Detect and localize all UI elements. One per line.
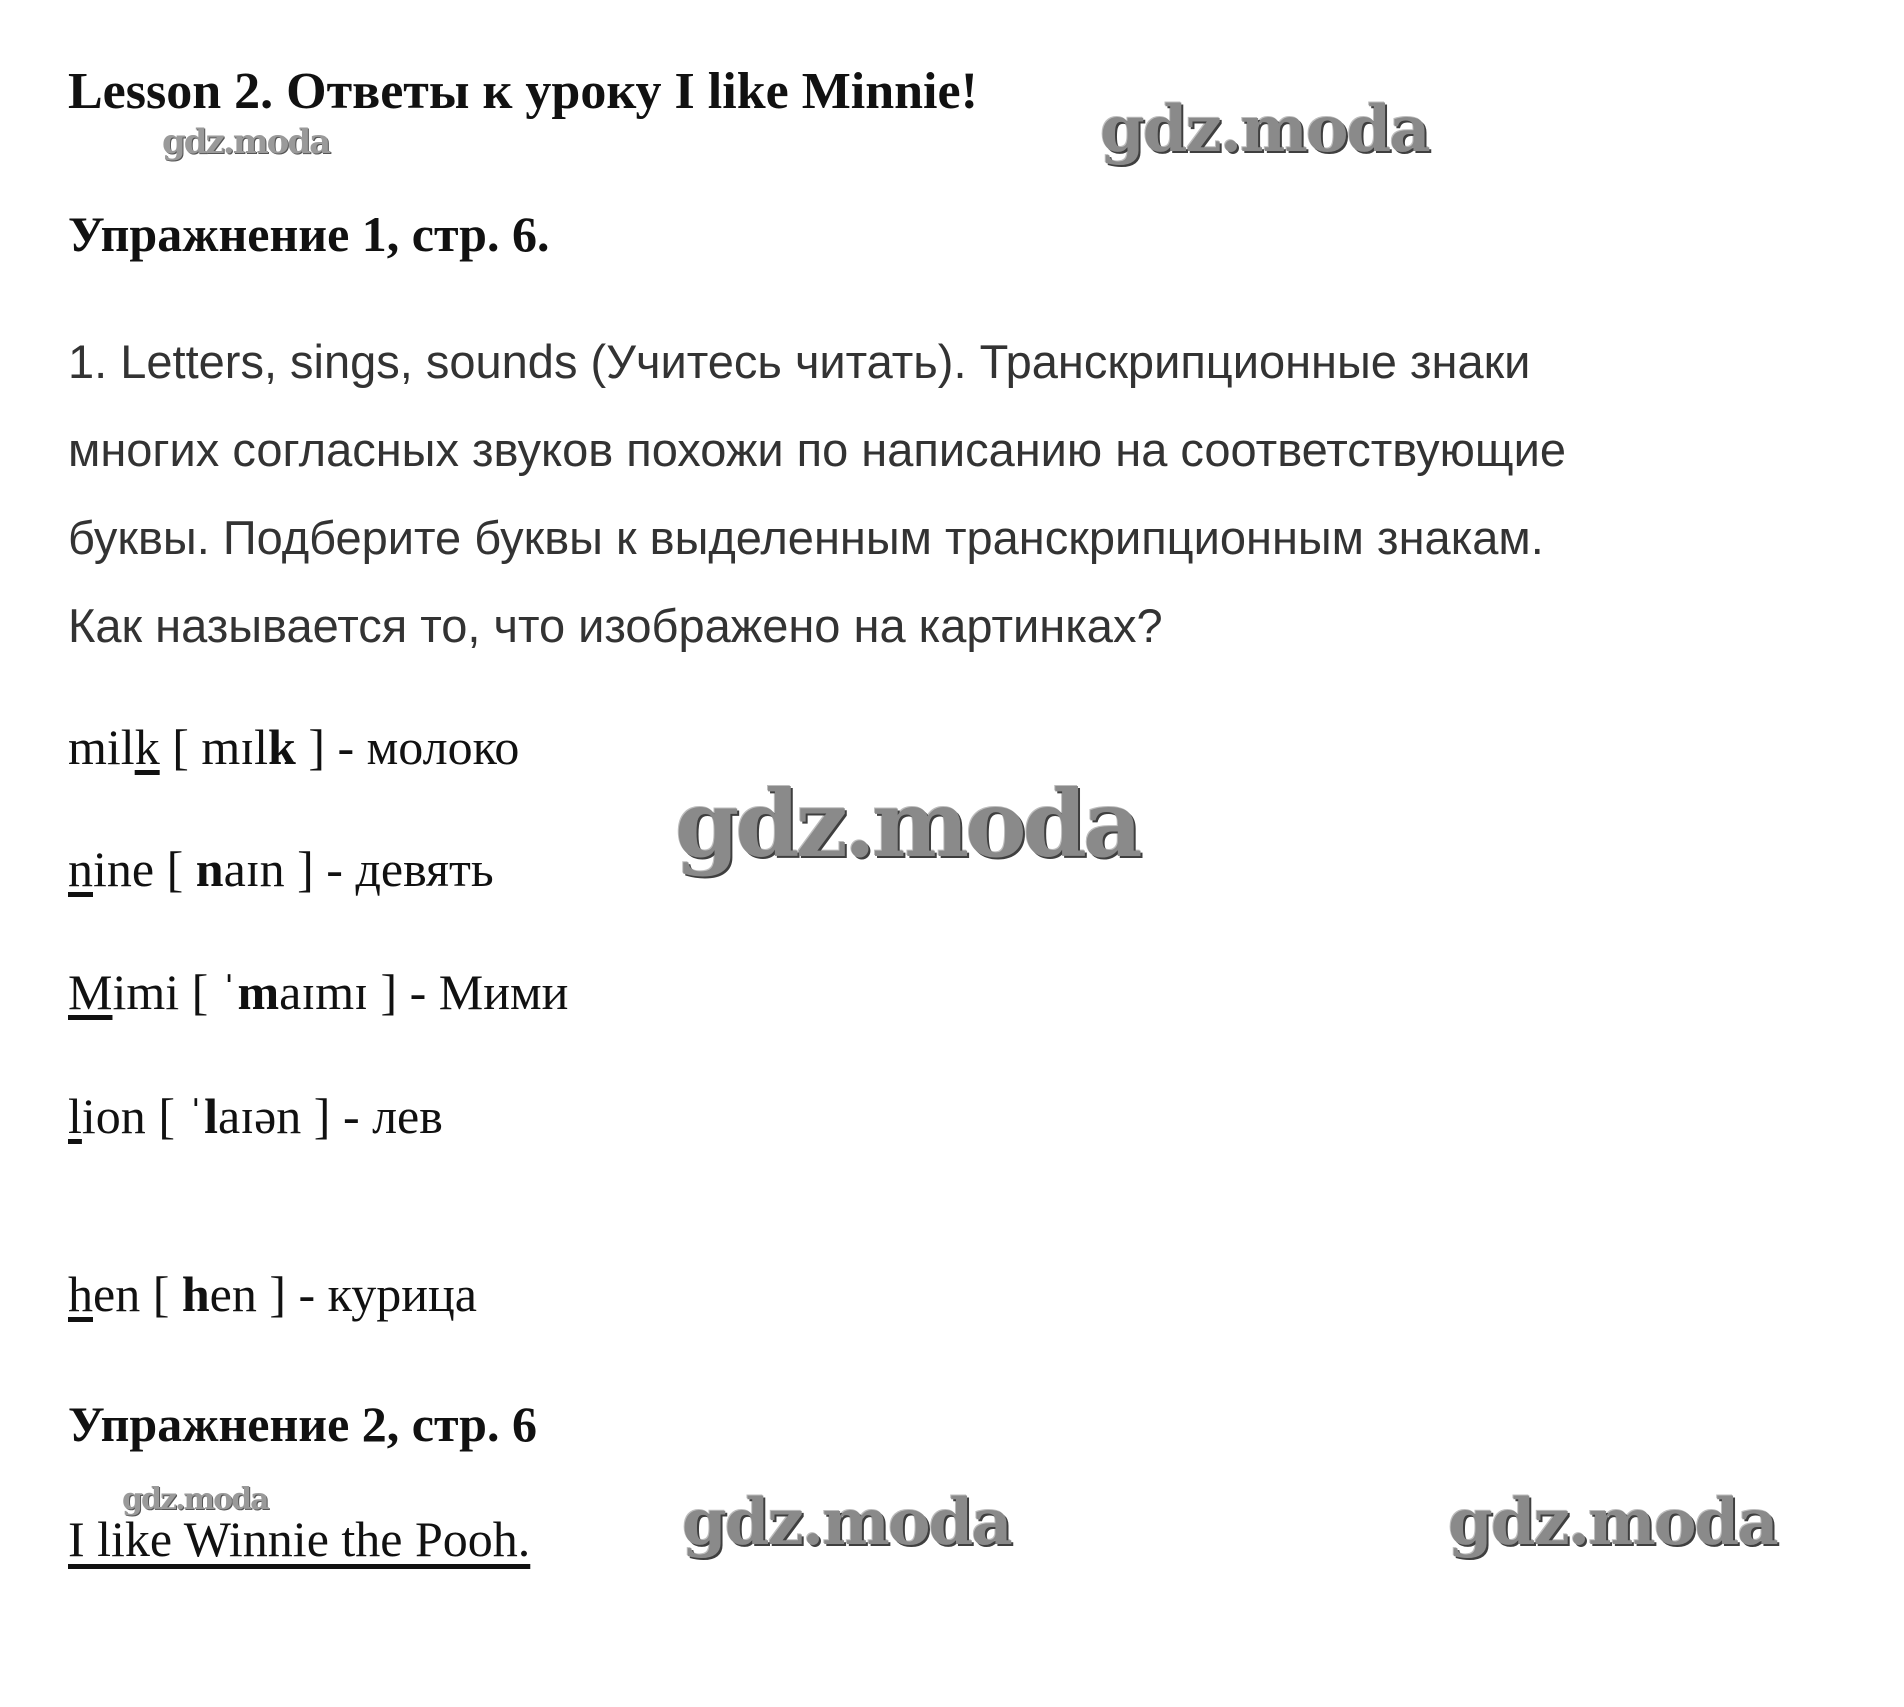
word-row-mimi xyxy=(68,963,568,1021)
transcription-end: aɪmɪ ] - xyxy=(279,964,439,1020)
instruction-line: Как называется то, что изображено на картинках? xyxy=(68,599,1163,652)
page-title: Lesson 2. Ответы к уроку I like Minnie! xyxy=(68,63,978,120)
word-suffix: ine xyxy=(93,841,155,897)
instruction-line: 1. Letters, sings, sounds (Учитесь читать). Транскрипционные знаки xyxy=(68,335,1531,388)
watermark-logo: gdz.moda xyxy=(162,122,330,162)
transcription-bold-sound: m xyxy=(237,964,280,1020)
watermark-logo: gdz.moda xyxy=(675,770,1139,878)
transcription-bold-sound: h xyxy=(181,1266,210,1322)
word-prefix: mil xyxy=(68,719,135,775)
word-translation: девять xyxy=(355,841,494,897)
word-suffix: en xyxy=(93,1266,141,1322)
exercise-1-instructions xyxy=(68,318,1848,670)
transcription-end: aɪən ] - xyxy=(218,1088,373,1144)
word-suffix: ion xyxy=(81,1088,146,1144)
transcription-start: [ mɪl xyxy=(159,719,269,775)
word-row-lion xyxy=(68,1087,443,1145)
transcription-end: aɪn ] - xyxy=(223,841,356,897)
transcription-start: [ xyxy=(140,1266,182,1322)
transcription-start: [ xyxy=(154,841,196,897)
underlined-letter: k xyxy=(134,719,160,775)
transcription-bold-sound: l xyxy=(204,1088,219,1144)
word-suffix: imi xyxy=(112,964,180,1020)
underlined-letter: M xyxy=(68,964,113,1020)
transcription-bold-sound: n xyxy=(195,841,224,897)
watermark-logo: gdz.moda xyxy=(1100,92,1429,167)
word-translation: лев xyxy=(372,1088,443,1144)
word-translation: курица xyxy=(327,1266,477,1322)
underlined-letter: n xyxy=(68,841,93,897)
transcription-end: en ] - xyxy=(209,1266,328,1322)
transcription-end: ] - xyxy=(295,719,367,775)
underlined-letter: l xyxy=(68,1088,82,1144)
transcription-start: [ ˈ xyxy=(179,964,238,1020)
word-translation: Мими xyxy=(438,964,569,1020)
instruction-line: многих согласных звуков похожи по написанию на соответствующие xyxy=(68,423,1566,476)
watermark-logo: gdz.moda xyxy=(1448,1485,1777,1560)
word-translation: молоко xyxy=(366,719,520,775)
exercise-2-answer: I like Winnie the Pooh. xyxy=(68,1511,531,1567)
transcription-start: [ ˈ xyxy=(145,1088,205,1144)
exercise-1-heading: Упражнение 1, стр. 6. xyxy=(68,206,550,262)
transcription-bold-sound: k xyxy=(268,719,296,775)
word-row-nine xyxy=(68,840,494,898)
word-row-milk xyxy=(68,718,519,776)
instruction-line: буквы. Подберите буквы к выделенным транскрипционным знакам. xyxy=(68,511,1544,564)
exercise-2-heading: Упражнение 2, стр. 6 xyxy=(68,1396,537,1452)
watermark-logo: gdz.moda xyxy=(122,1482,268,1517)
word-row-hen xyxy=(68,1265,477,1323)
underlined-letter: h xyxy=(68,1266,93,1322)
watermark-logo: gdz.moda xyxy=(682,1485,1011,1560)
